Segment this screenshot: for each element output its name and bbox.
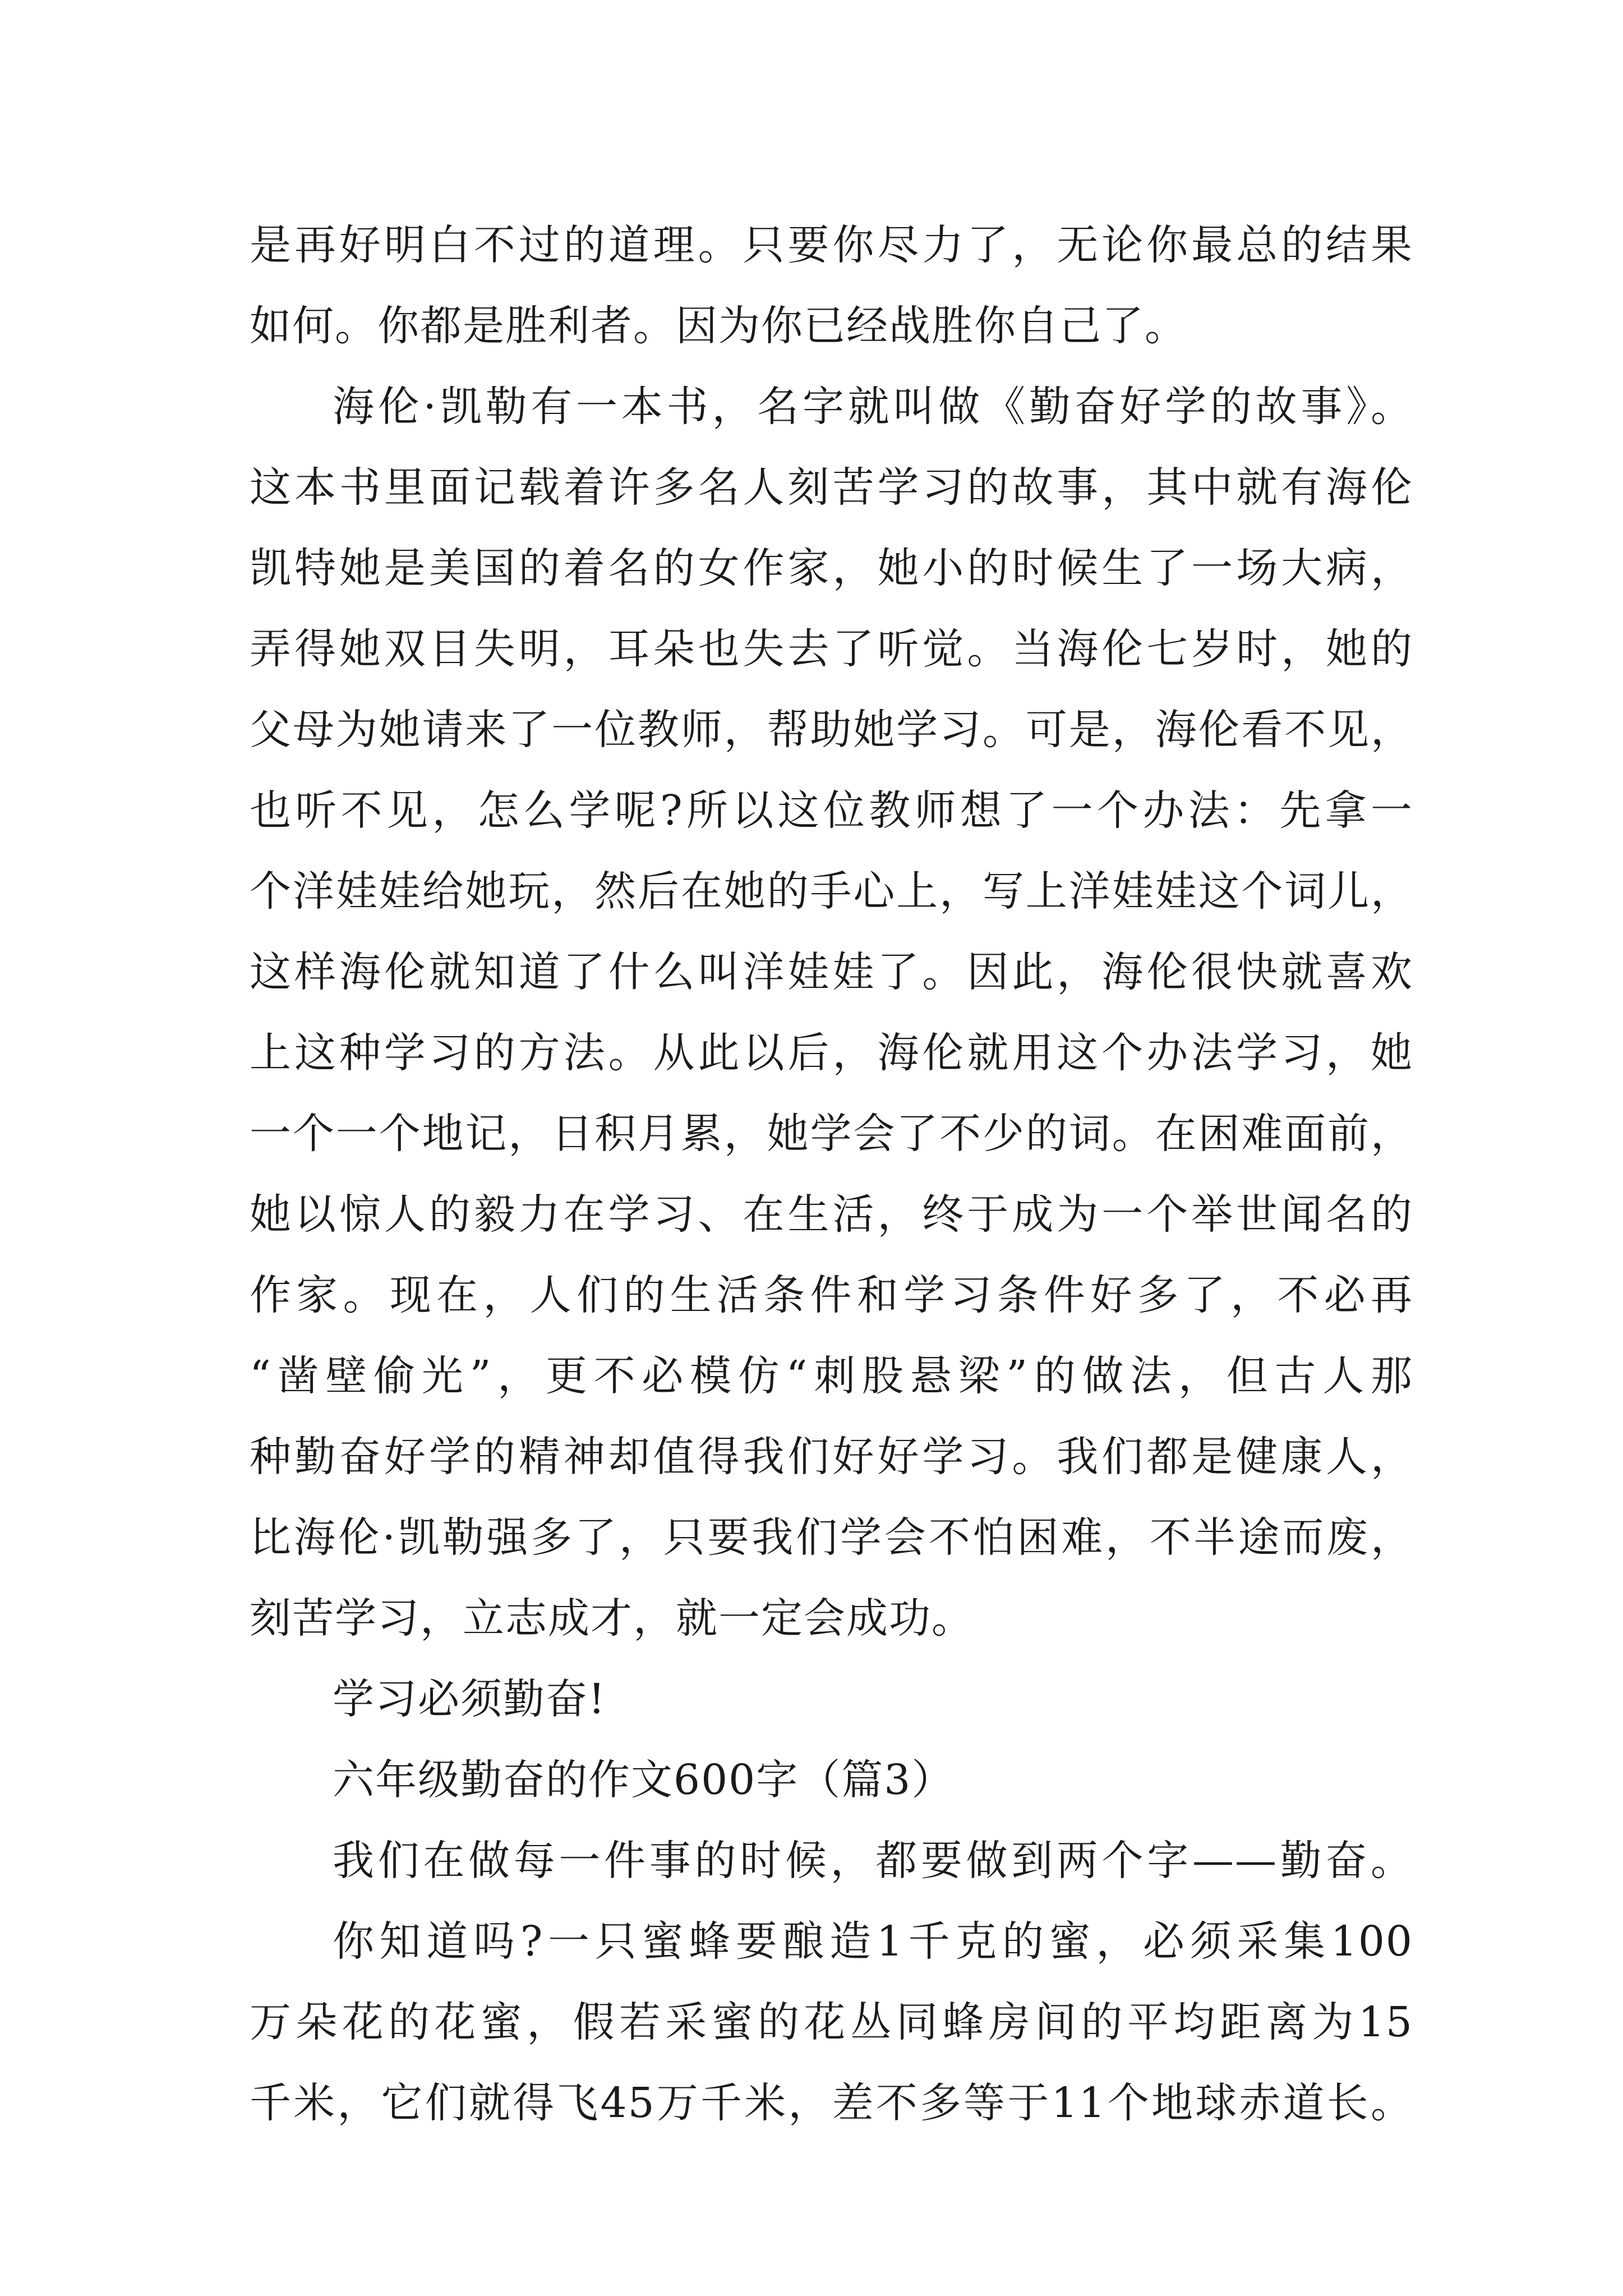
text-line: 这样海伦就知道了什么叫洋娃娃了。因此，海伦很快就喜欢 xyxy=(250,948,1413,996)
text-line: 千米，它们就得飞45万千米，差不多等于11个地球赤道长。 xyxy=(250,2079,1413,2127)
text-line: 是再好明白不过的道理。只要你尽力了，无论你最总的结果 xyxy=(250,221,1413,269)
text-line: 一个一个地记，日积月累，她学会了不少的词。在困难面前， xyxy=(250,1110,1413,1158)
text-line: “凿壁偷光”，更不必模仿“刺股悬梁”的做法，但古人那 xyxy=(250,1352,1413,1400)
text-line: 种勤奋好学的精神却值得我们好好学习。我们都是健康人， xyxy=(250,1433,1413,1481)
text-line: 她以惊人的毅力在学习、在生活，终于成为一个举世闻名的 xyxy=(250,1190,1413,1239)
text-line: 也听不见，怎么学呢?所以这位教师想了一个办法：先拿一 xyxy=(250,786,1413,835)
text-line: 上这种学习的方法。从此以后，海伦就用这个办法学习，她 xyxy=(250,1029,1413,1077)
paragraph-line: 学习必须勤奋! xyxy=(333,1675,606,1723)
paragraph-start-line: 你知道吗?一只蜜蜂要酿造1千克的蜜，必须采集100 xyxy=(333,1917,1413,1966)
text-line: 个洋娃娃给她玩，然后在她的手心上，写上洋娃娃这个词儿， xyxy=(250,867,1413,915)
text-line: 刻苦学习，立志成才，就一定会成功。 xyxy=(250,1594,974,1642)
text-line: 父母为她请来了一位教师，帮助她学习。可是，海伦看不见， xyxy=(250,706,1413,754)
paragraph-start-line: 海伦·凯勒有一本书，名字就叫做《勤奋好学的故事》。 xyxy=(333,383,1413,431)
text-line: 比海伦·凯勒强多了，只要我们学会不怕困难，不半途而废， xyxy=(250,1513,1413,1562)
text-line: 如何。你都是胜利者。因为你已经战胜你自己了。 xyxy=(250,302,1187,350)
text-line: 这本书里面记载着许多名人刻苦学习的故事，其中就有海伦 xyxy=(250,463,1413,512)
text-line: 作家。现在，人们的生活条件和学习条件好多了，不必再 xyxy=(250,1271,1413,1319)
text-line: 凯特她是美国的着名的女作家，她小的时候生了一场大病， xyxy=(250,544,1413,592)
document-body xyxy=(250,205,1413,2143)
paragraph-line: 我们在做每一件事的时候，都要做到两个字——勤奋。 xyxy=(333,1837,1413,1885)
text-line: 弄得她双目失明，耳朵也失去了听觉。当海伦七岁时，她的 xyxy=(250,625,1413,673)
section-heading: 六年级勤奋的作文600字（篇3） xyxy=(333,1756,955,1804)
text-line: 万朵花的花蜜，假若采蜜的花丛同蜂房间的平均距离为15 xyxy=(250,1998,1413,2046)
